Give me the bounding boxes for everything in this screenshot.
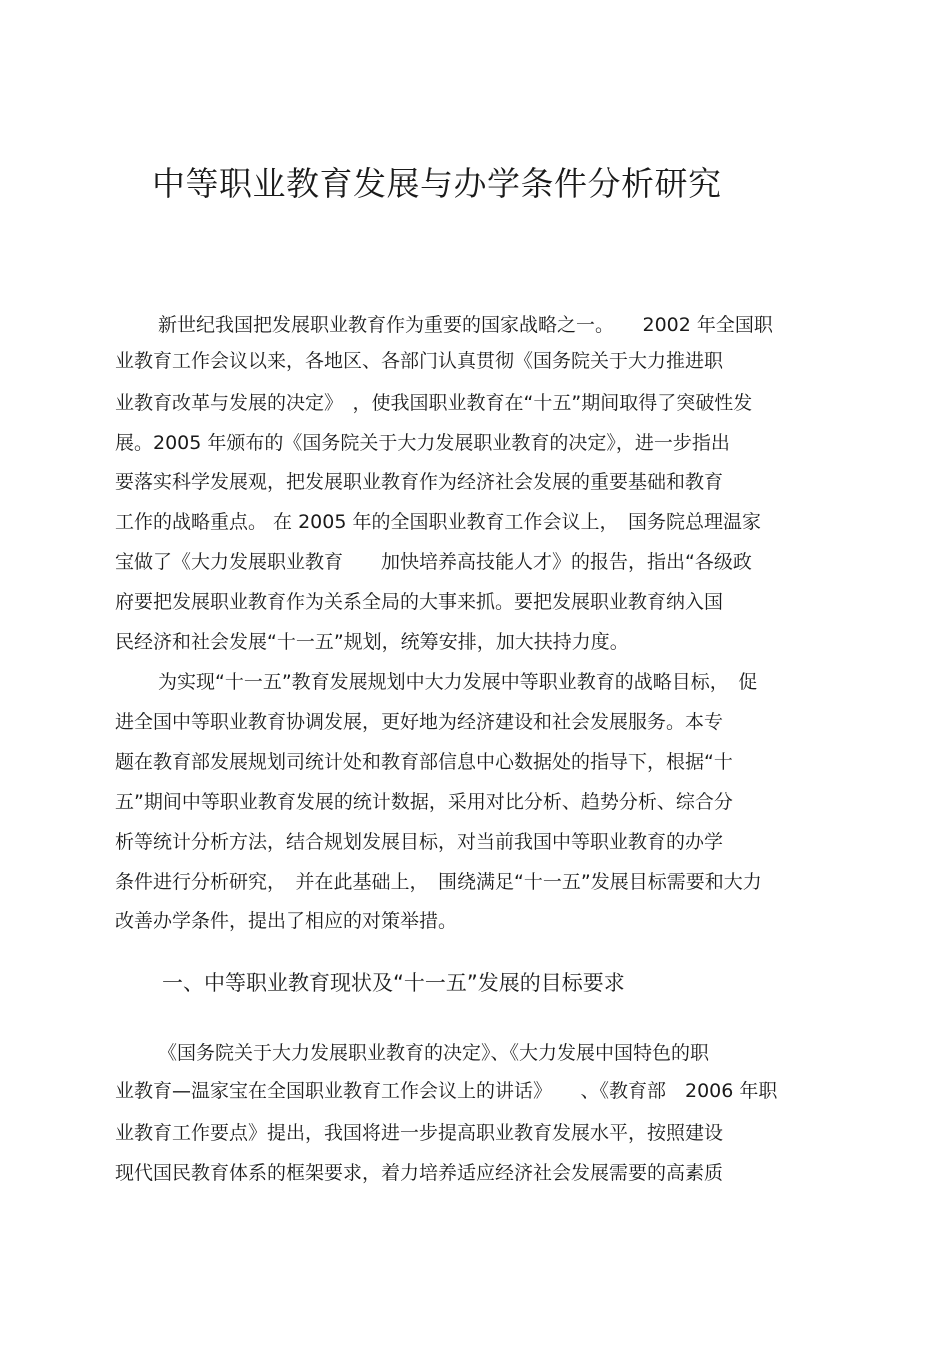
paragraph-line: 为实现“十一五”教育发展规划中大力发展中等职业教育的战略目标， 促 — [158, 671, 758, 693]
paragraph-line: 新世纪我国把发展职业教育作为重要的国家战略之一。 2002 年全国职 — [158, 314, 773, 336]
paragraph-line: 进全国中等职业教育协调发展，更好地为经济建设和社会发展服务。本专 — [115, 711, 724, 733]
paragraph-line: 展。2005 年颁布的《国务院关于大力发展职业教育的决定》，进一步指出 — [115, 432, 730, 454]
paragraph-line: 民经济和社会发展“十一五”规划，统筹安排，加大扶持力度。 — [115, 631, 629, 653]
paragraph-line: 析等统计分析方法，结合规划发展目标，对当前我国中等职业教育的办学 — [115, 831, 724, 853]
paragraph-line: 题在教育部发展规划司统计处和教育部信息中心数据处的指导下，根据“十 — [115, 751, 733, 773]
paragraph-line: 业教育—温家宝在全国职业教育工作会议上的讲话》 、《教育部 2006 年职 — [115, 1080, 778, 1102]
paragraph-line: 改善办学条件，提出了相应的对策举措。 — [115, 910, 458, 932]
paragraph-line: 宝做了《大力发展职业教育 加快培养高技能人才》的报告，指出“各级政 — [115, 551, 752, 573]
paragraph-line: 业教育改革与发展的决定》 ，使我国职业教育在“十五”期间取得了突破性发 — [115, 392, 753, 414]
paragraph-line: 五”期间中等职业教育发展的统计数据，采用对比分析、趋势分析、综合分 — [115, 791, 733, 813]
paragraph-line: 《国务院关于大力发展职业教育的决定》、《大力发展中国特色的职 — [158, 1042, 710, 1064]
paragraph-line: 业教育工作要点》提出，我国将进一步提高职业教育发展水平，按照建设 — [115, 1122, 724, 1144]
paragraph-line: 府要把发展职业教育作为关系全局的大事来抓。要把发展职业教育纳入国 — [115, 591, 724, 613]
paragraph-line: 条件进行分析研究， 并在此基础上， 围绕满足“十一五”发展目标需要和大力 — [115, 871, 762, 893]
paragraph-line: 现代国民教育体系的框架要求，着力培养适应经济社会发展需要的高素质 — [115, 1162, 724, 1184]
section-heading: 一、中等职业教育现状及“十一五”发展的目标要求 — [162, 971, 625, 995]
paragraph-line: 工作的战略重点。 在 2005 年的全国职业教育工作会议上， 国务院总理温家 — [115, 511, 761, 533]
paragraph-line: 业教育工作会议以来，各地区、各部门认真贯彻《国务院关于大力推进职 — [115, 350, 724, 372]
document-title: 中等职业教育发展与办学条件分析研究 — [152, 164, 722, 203]
paragraph-line: 要落实科学发展观，把发展职业教育作为经济社会发展的重要基础和教育 — [115, 471, 724, 493]
